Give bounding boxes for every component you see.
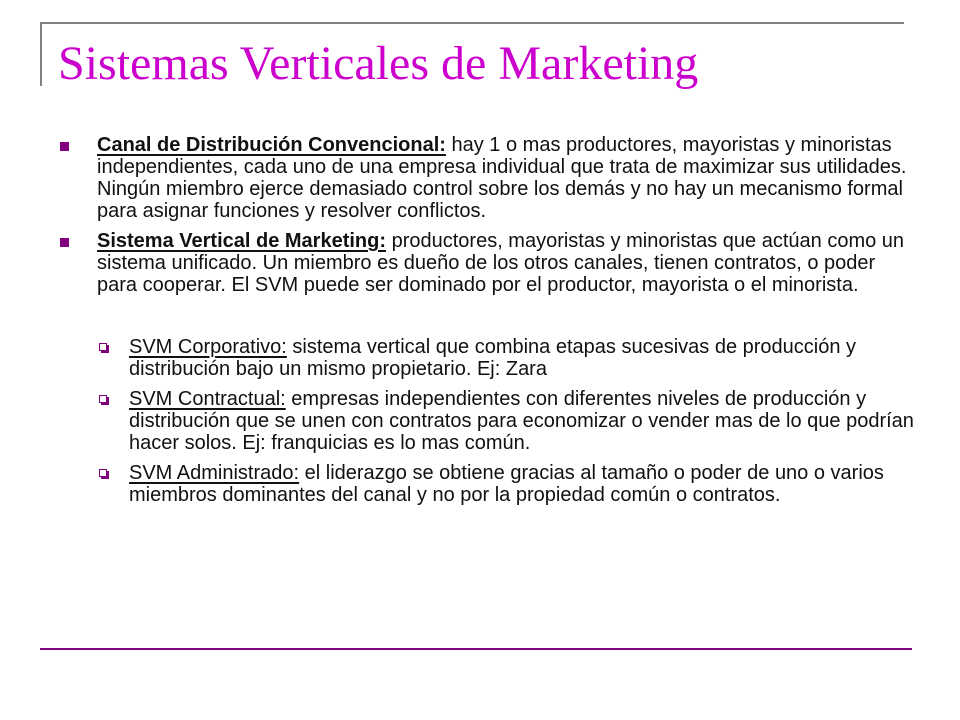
sub-bullet-item — [56, 462, 916, 506]
sub-bullet-text: el liderazgo se obtiene gracias al tamaño o poder de uno o varios miembros dominantes del canal y no por la propiedad común o contratos. — [129, 462, 884, 506]
slide-body — [56, 134, 916, 506]
hollow-square-bullet-icon — [99, 343, 107, 351]
sub-bullet-term: SVM Corporativo: — [129, 336, 287, 358]
bullet-item — [56, 230, 916, 296]
bullet-term: Sistema Vertical de Marketing: — [97, 230, 387, 252]
sub-bullet-item — [56, 336, 916, 380]
sub-bullet-text: sistema vertical que combina etapas sucesivas de producción y distribución bajo un mismo propietario. Ej: Zara — [129, 336, 857, 380]
bullet-term: Canal de Distribución Convencional: — [97, 134, 446, 156]
slide-title: Sistemas Verticales de Marketing — [58, 37, 699, 90]
sub-bullet-term: SVM Administrado: — [129, 462, 300, 484]
sub-bullet-list — [56, 336, 916, 506]
bottom-rule — [40, 648, 912, 650]
sub-bullet-term: SVM Contractual: — [129, 388, 286, 410]
square-bullet-icon — [60, 238, 69, 247]
frame-top-line — [40, 22, 904, 24]
bullet-text: productores, mayoristas y minoristas que actúan como un sistema unificado. Un miembro es dueño de los otros canales, tienen contratos, o poder para cooperar. El SVM puede ser dominado por el productor, mayorista o el minorista. — [97, 230, 905, 296]
hollow-square-bullet-icon — [99, 469, 107, 477]
bullet-item — [56, 134, 916, 222]
sub-bullet-text: empresas independientes con diferentes niveles de producción y distribución que se unen con contratos para economizar o vender mas de lo que podrían hacer solos. Ej: franquicias es lo mas común. — [129, 388, 914, 454]
frame-left-line — [40, 22, 42, 86]
square-bullet-icon — [60, 142, 69, 151]
sub-bullet-item — [56, 388, 916, 454]
hollow-square-bullet-icon — [99, 395, 107, 403]
bullet-text: hay 1 o mas productores, mayoristas y minoristas independientes, cada uno de una empresa individual que trata de maximizar sus utilidades. Ningún miembro ejerce demasiado control sobre los demás y no hay un mecanismo formal para asignar funciones y resolver conflictos. — [97, 134, 907, 222]
